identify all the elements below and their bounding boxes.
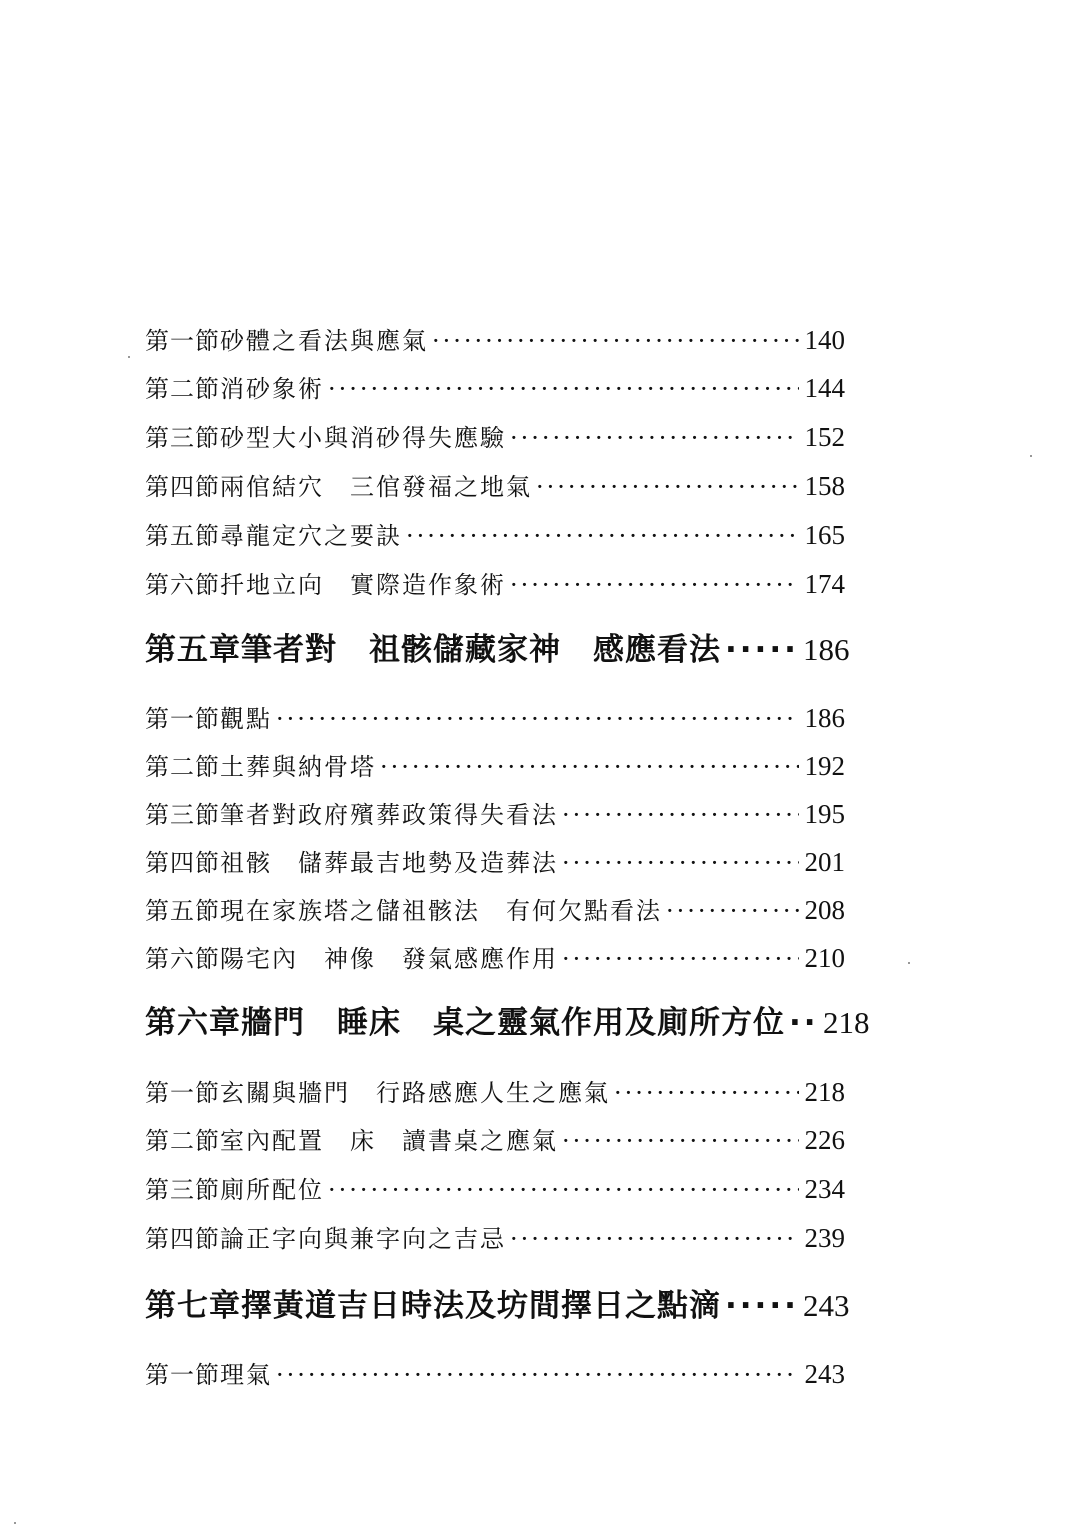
leader-dots — [725, 1284, 799, 1328]
toc-entry[interactable] — [145, 322, 845, 359]
section-number: 第六節 — [145, 571, 220, 599]
section-title: 消砂象術 — [220, 375, 324, 403]
section-title: 現在家族塔之儲祖骸法 有何欠點看法 — [220, 897, 662, 925]
section-title: 室內配置 床 讀書桌之應氣 — [220, 1127, 558, 1155]
leader-dots — [276, 701, 799, 737]
section-title: 砂型大小與消砂得失應驗 — [220, 424, 506, 452]
page-number: 192 — [804, 751, 845, 781]
toc-entry[interactable] — [145, 468, 845, 505]
section-title: 兩倌結穴 三倌發福之地氣 — [220, 473, 532, 501]
leader-dots — [510, 1221, 799, 1257]
toc-entry[interactable] — [145, 1220, 845, 1257]
toc-entry[interactable] — [145, 796, 845, 833]
toc-entry[interactable] — [145, 844, 845, 881]
page-number: 186 — [804, 703, 845, 733]
page-number: 201 — [804, 847, 845, 877]
leader-dots — [510, 567, 799, 603]
section-number: 第一節 — [145, 1361, 220, 1389]
section-number: 第一節 — [145, 1079, 220, 1107]
leader-dots — [614, 1075, 799, 1111]
section-number: 第一節 — [145, 327, 220, 355]
section-number: 第三節 — [145, 801, 220, 829]
leader-dots — [562, 1123, 799, 1159]
section-title: 陽宅內 神像 發氣感應作用 — [220, 945, 558, 973]
toc-entry[interactable] — [145, 1122, 845, 1159]
section-number: 第二節 — [145, 753, 220, 781]
section-number: 第二節 — [145, 1127, 220, 1155]
page-number: 208 — [804, 895, 845, 925]
leader-dots — [666, 893, 799, 929]
toc-chapter-entry[interactable] — [145, 1001, 870, 1045]
page-number: 195 — [804, 799, 845, 829]
leader-dots — [562, 845, 799, 881]
section-title: 祖骸 儲葬最吉地勢及造葬法 — [220, 849, 558, 877]
page-number: 210 — [804, 943, 845, 973]
toc-entry[interactable] — [145, 940, 845, 977]
leader-dots — [380, 749, 799, 785]
chapter-title: 筆者對 祖骸儲藏家神 感應看法 — [241, 632, 721, 668]
section-title: 筆者對政府殯葬政策得失看法 — [220, 801, 558, 829]
page-number: 218 — [804, 1077, 845, 1107]
page-number: 243 — [803, 1288, 850, 1323]
toc-entry[interactable] — [145, 748, 845, 785]
chapter-title: 擇黃道吉日時法及坊間擇日之點滴 — [241, 1288, 721, 1324]
section-number: 第五節 — [145, 897, 220, 925]
section-title: 論正字向與兼字向之吉忌 — [220, 1225, 506, 1253]
toc-entry[interactable] — [145, 370, 845, 407]
section-number: 第六節 — [145, 945, 220, 973]
page-number: 152 — [804, 422, 845, 452]
leader-dots — [276, 1357, 799, 1393]
leader-dots — [789, 1001, 819, 1045]
section-number: 第四節 — [145, 849, 220, 877]
page-number: 140 — [804, 325, 845, 355]
leader-dots — [510, 420, 799, 456]
section-title: 扦地立向 實際造作象術 — [220, 571, 506, 599]
section-title: 土葬與納骨塔 — [220, 753, 376, 781]
page-number: 218 — [823, 1005, 870, 1040]
section-number: 第三節 — [145, 424, 220, 452]
scan-speck — [1030, 455, 1032, 457]
page-number: 144 — [804, 373, 845, 403]
chapter-number: 第七章 — [145, 1288, 241, 1324]
toc-entry[interactable] — [145, 1171, 845, 1208]
section-number: 第一節 — [145, 705, 220, 733]
toc-entry[interactable] — [145, 517, 845, 554]
scan-speck — [14, 1522, 16, 1524]
page-number: 243 — [804, 1359, 845, 1389]
section-number: 第三節 — [145, 1176, 220, 1204]
toc-entry[interactable] — [145, 1074, 845, 1111]
toc-entry[interactable] — [145, 700, 845, 737]
page-number: 234 — [804, 1174, 845, 1204]
toc-entry[interactable] — [145, 419, 845, 456]
section-title: 廁所配位 — [220, 1176, 324, 1204]
leader-dots — [328, 371, 799, 407]
scan-speck — [908, 962, 910, 964]
scan-speck — [128, 356, 130, 358]
leader-dots — [562, 797, 799, 833]
leader-dots — [725, 628, 799, 672]
chapter-number: 第六章 — [145, 1005, 241, 1041]
section-title: 理氣 — [220, 1361, 272, 1389]
chapter-number: 第五章 — [145, 632, 241, 668]
page-number: 186 — [803, 632, 850, 667]
leader-dots — [562, 941, 799, 977]
toc-chapter-entry[interactable] — [145, 1284, 850, 1328]
toc-entry[interactable] — [145, 1356, 845, 1393]
toc-entry[interactable] — [145, 892, 845, 929]
page-number: 239 — [804, 1223, 845, 1253]
section-title: 砂體之看法與應氣 — [220, 327, 428, 355]
section-number: 第四節 — [145, 473, 220, 501]
page-number: 174 — [804, 569, 845, 599]
section-number: 第五節 — [145, 522, 220, 550]
section-title: 玄關與牆門 行路感應人生之應氣 — [220, 1079, 610, 1107]
page-number: 165 — [804, 520, 845, 550]
leader-dots — [328, 1172, 799, 1208]
chapter-title: 牆門 睡床 桌之靈氣作用及廁所方位 — [241, 1005, 785, 1041]
toc-entry[interactable] — [145, 566, 845, 603]
leader-dots — [536, 469, 799, 505]
page-number: 158 — [804, 471, 845, 501]
leader-dots — [406, 518, 799, 554]
toc-chapter-entry[interactable] — [145, 628, 850, 672]
section-number: 第二節 — [145, 375, 220, 403]
section-number: 第四節 — [145, 1225, 220, 1253]
leader-dots — [432, 323, 799, 359]
section-title: 觀點 — [220, 705, 272, 733]
section-title: 尋龍定穴之要訣 — [220, 522, 402, 550]
page-number: 226 — [804, 1125, 845, 1155]
